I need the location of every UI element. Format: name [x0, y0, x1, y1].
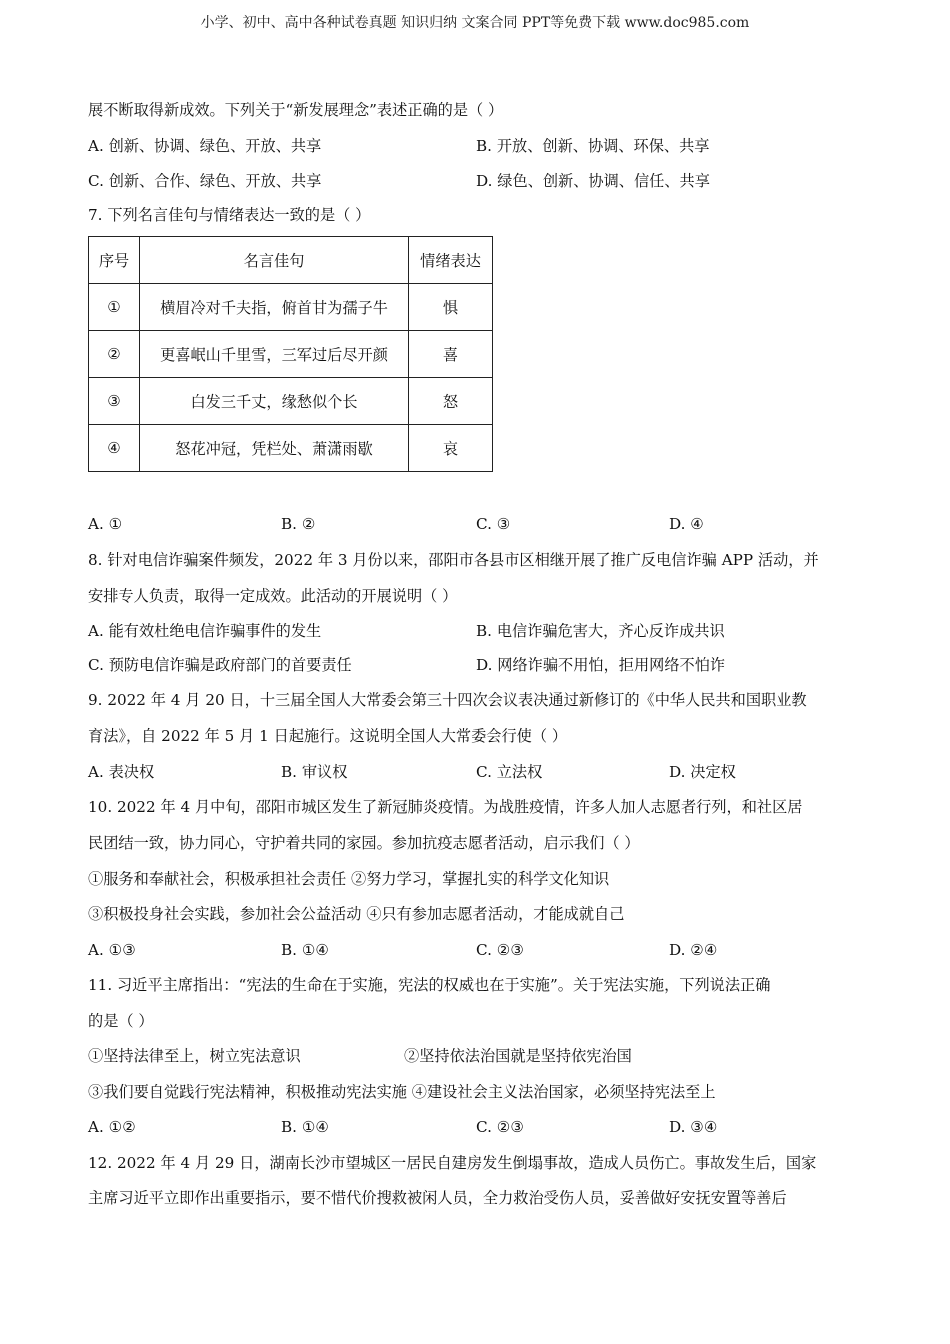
q9-option-c: C. 立法权 [476, 763, 543, 781]
q11-statement-2: ②坚持依法治国就是坚持依宪治国 [404, 1047, 632, 1065]
q6-option-d: D. 绿色、创新、协调、信任、共享 [476, 172, 710, 190]
q8-option-d: D. 网络诈骗不用怕，拒用网络不怕诈 [476, 656, 726, 674]
table-row [89, 284, 493, 331]
q6-stem: 展不断取得新成效。下列关于“新发展理念”表述正确的是（ ） [88, 101, 504, 119]
page-header-banner: 小学、初中、高中各种试卷真题 知识归纳 文案合同 PPT等免费下载 www.doc985.com [200, 15, 750, 31]
q10-statement-line-2: ③积极投身社会实践，参加社会公益活动 ④只有参加志愿者活动，才能成就自己 [88, 905, 625, 923]
table-row [89, 378, 493, 425]
q10-statement-line-1: ①服务和奉献社会，积极承担社会责任 ②努力学习，掌握扎实的科学文化知识 [88, 870, 610, 888]
q10-option-c: C. ②③ [476, 941, 524, 959]
table-cell: 更喜岷山千里雪，三军过后尽开颜 [140, 331, 409, 378]
table-header-row [89, 237, 493, 284]
q9-stem-line-2: 育法》，自 2022 年 5 月 1 日起施行。这说明全国人大常委会行使（ ） [88, 727, 568, 745]
q9-option-a: A. 表决权 [88, 763, 155, 781]
q6-option-c: C. 创新、合作、绿色、开放、共享 [88, 172, 322, 190]
table-cell: 哀 [409, 425, 493, 472]
q11-statement-line-2: ③我们要自觉践行宪法精神，积极推动宪法实施 ④建设社会主义法治国家，必须坚持宪法至上 [88, 1083, 716, 1101]
q11-option-c: C. ②③ [476, 1118, 524, 1136]
q11-option-b: B. ①④ [281, 1118, 330, 1136]
q8-option-a: A. 能有效杜绝电信诈骗事件的发生 [88, 622, 322, 640]
q10-stem-line-2: 民团结一致，协力同心，守护着共同的家园。参加抗疫志愿者活动，启示我们（ ） [88, 834, 640, 852]
table-cell: 横眉冷对千夫指，俯首甘为孺子牛 [140, 284, 409, 331]
q10-option-b: B. ①④ [281, 941, 330, 959]
q6-option-a: A. 创新、协调、绿色、开放、共享 [88, 137, 322, 155]
table-cell: 怒 [409, 378, 493, 425]
table-header-cell: 序号 [89, 237, 140, 284]
q11-option-a: A. ①② [88, 1118, 136, 1136]
q10-stem-line-1: 10. 2022 年 4 月中旬，邵阳市城区发生了新冠肺炎疫情。为战胜疫情，许多人加人志愿者行列，和社区居 [88, 798, 803, 816]
q6-option-b: B. 开放、创新、协调、环保、共享 [476, 137, 710, 155]
q8-option-b: B. 电信诈骗危害大，齐心反诈成共识 [476, 622, 725, 640]
q7-option-b: B. ② [281, 515, 316, 533]
q7-option-c: C. ③ [476, 515, 511, 533]
table-header-cell: 名言佳句 [140, 237, 409, 284]
q9-option-d: D. 决定权 [669, 763, 736, 781]
q8-option-c: C. 预防电信诈骗是政府部门的首要责任 [88, 656, 352, 674]
q7-table [88, 236, 493, 472]
q7-option-d: D. ④ [669, 515, 704, 533]
q11-option-d: D. ③④ [669, 1118, 718, 1136]
table-cell: 惧 [409, 284, 493, 331]
table-cell: ② [89, 331, 140, 378]
q10-option-a: A. ①③ [88, 941, 136, 959]
q11-stem-line-2: 的是（ ） [88, 1012, 154, 1030]
q12-stem-line-1: 12. 2022 年 4 月 29 日，湖南长沙市望城区一居民自建房发生倒塌事故，造成人员伤亡。事故发生后，国家 [88, 1154, 817, 1172]
table-cell: ① [89, 284, 140, 331]
table-header-cell: 情绪表达 [409, 237, 493, 284]
table-cell: ③ [89, 378, 140, 425]
table-cell: 喜 [409, 331, 493, 378]
q7-stem: 7. 下列名言佳句与情绪表达一致的是（ ） [88, 206, 371, 224]
q11-statement-1: ①坚持法律至上，树立宪法意识 [88, 1047, 301, 1065]
q8-stem-line-1: 8. 针对电信诈骗案件频发，2022 年 3 月份以来，邵阳市各县市区相继开展了推广反电信诈骗 APP 活动，并 [88, 551, 819, 569]
table-cell: ④ [89, 425, 140, 472]
q7-option-a: A. ① [88, 515, 123, 533]
table-row [89, 425, 493, 472]
q10-option-d: D. ②④ [669, 941, 718, 959]
table-row [89, 331, 493, 378]
q9-stem-line-1: 9. 2022 年 4 月 20 日，十三届全国人大常委会第三十四次会议表决通过新修订的《中华人民共和国职业教 [88, 691, 807, 709]
q9-option-b: B. 审议权 [281, 763, 348, 781]
q11-stem-line-1: 11. 习近平主席指出：“宪法的生命在于实施，宪法的权威也在于实施”。关于宪法实施，下列说法正确 [88, 976, 771, 994]
table-cell: 白发三千丈，缘愁似个长 [140, 378, 409, 425]
q12-stem-line-2: 主席习近平立即作出重要指示，要不惜代价搜救被闲人员，全力救治受伤人员，妥善做好安抚安置等善后 [88, 1189, 787, 1207]
table-cell: 怒花冲冠，凭栏处、萧潇雨歇 [140, 425, 409, 472]
q8-stem-line-2: 安排专人负责，取得一定成效。此活动的开展说明（ ） [88, 587, 458, 605]
